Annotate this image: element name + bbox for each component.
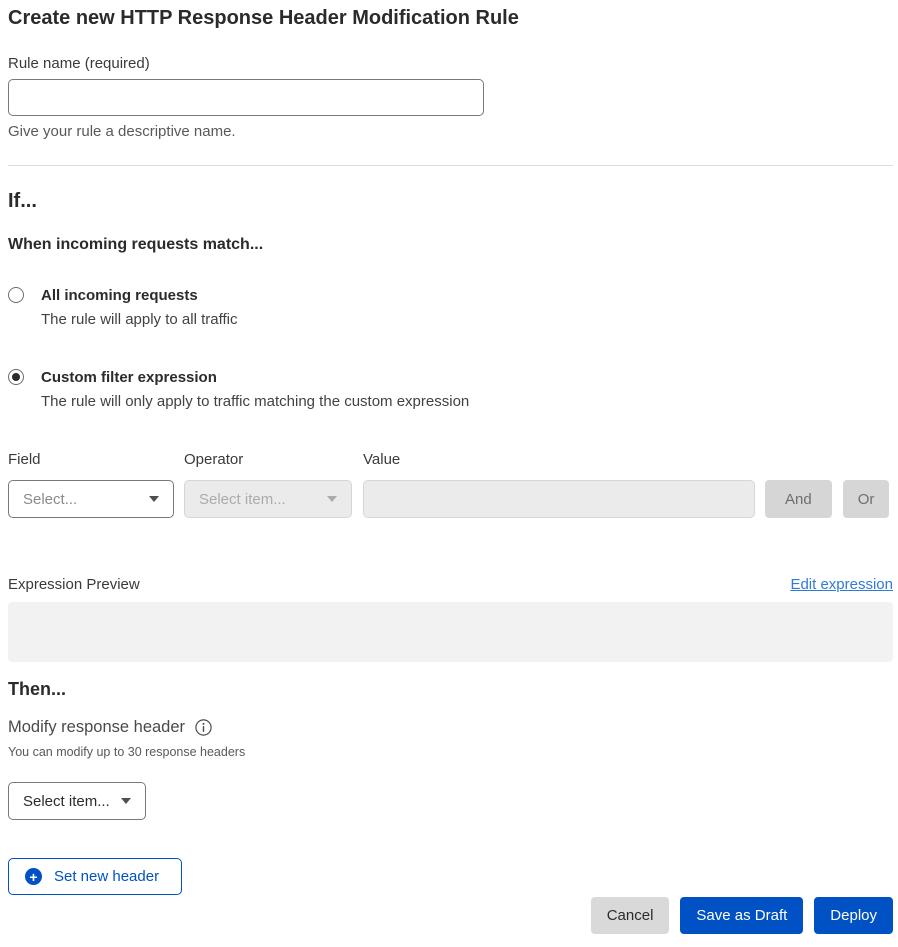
radio-option-all-incoming-requests[interactable] — [8, 286, 893, 330]
radio-option-text — [41, 368, 469, 412]
if-heading: If... — [8, 190, 37, 212]
rule-name-input[interactable] — [8, 79, 484, 116]
radio-option-text — [41, 286, 237, 330]
radio-option-label: All incoming requests — [41, 287, 198, 304]
radio-button[interactable] — [8, 287, 24, 303]
match-subheading: When incoming requests match... — [8, 236, 264, 253]
save-as-draft-button[interactable]: Save as Draft — [680, 897, 803, 934]
operator-select — [184, 480, 352, 518]
operator-label: Operator — [184, 451, 244, 468]
modify-response-header-label: Modify response header — [8, 718, 186, 736]
header-item-select[interactable] — [8, 782, 146, 820]
deploy-button[interactable]: Deploy — [814, 897, 893, 934]
expression-preview-label: Expression Preview — [8, 576, 140, 593]
info-icon[interactable] — [195, 719, 212, 736]
operator-select-value: Select item... — [199, 490, 286, 508]
operator-column — [184, 450, 352, 518]
chevron-down-icon — [121, 798, 131, 804]
field-label: Field — [8, 451, 41, 468]
modify-header-helper: You can modify up to 30 response headers — [8, 745, 246, 759]
rule-name-label: Rule name (required) — [8, 55, 150, 72]
and-button[interactable]: And — [765, 480, 832, 518]
then-heading: Then... — [8, 679, 66, 699]
page-title: Create new HTTP Response Header Modification Rule — [8, 7, 519, 29]
field-column — [8, 450, 174, 518]
footer-actions — [8, 897, 893, 934]
edit-expression-link[interactable]: Edit expression — [790, 576, 893, 593]
plus-icon: + — [25, 868, 42, 885]
set-new-header-label: Set new header — [54, 868, 160, 885]
radio-option-label: Custom filter expression — [41, 369, 217, 386]
radio-option-description: The rule will only apply to traffic matching the custom expression — [41, 393, 470, 410]
expression-preview-row — [8, 574, 893, 595]
rule-name-helper: Give your rule a descriptive name. — [8, 123, 236, 140]
radio-button[interactable] — [8, 369, 24, 385]
radio-option-custom-filter-expression[interactable] — [8, 368, 893, 412]
header-item-select-value: Select item... — [23, 792, 110, 810]
modify-response-header-row — [8, 718, 893, 737]
cancel-button[interactable]: Cancel — [591, 897, 670, 934]
value-label: Value — [363, 451, 401, 468]
chevron-down-icon — [327, 496, 337, 502]
expression-builder-row — [8, 450, 893, 518]
section-divider — [8, 165, 893, 166]
expression-preview-box — [8, 602, 893, 662]
value-input — [363, 480, 755, 518]
chevron-down-icon — [149, 496, 159, 502]
field-select[interactable] — [8, 480, 174, 518]
set-new-header-button[interactable] — [8, 858, 182, 895]
field-select-value: Select... — [23, 490, 78, 508]
radio-option-description: The rule will apply to all traffic — [41, 311, 238, 328]
value-column — [363, 450, 755, 518]
or-button[interactable]: Or — [843, 480, 890, 518]
